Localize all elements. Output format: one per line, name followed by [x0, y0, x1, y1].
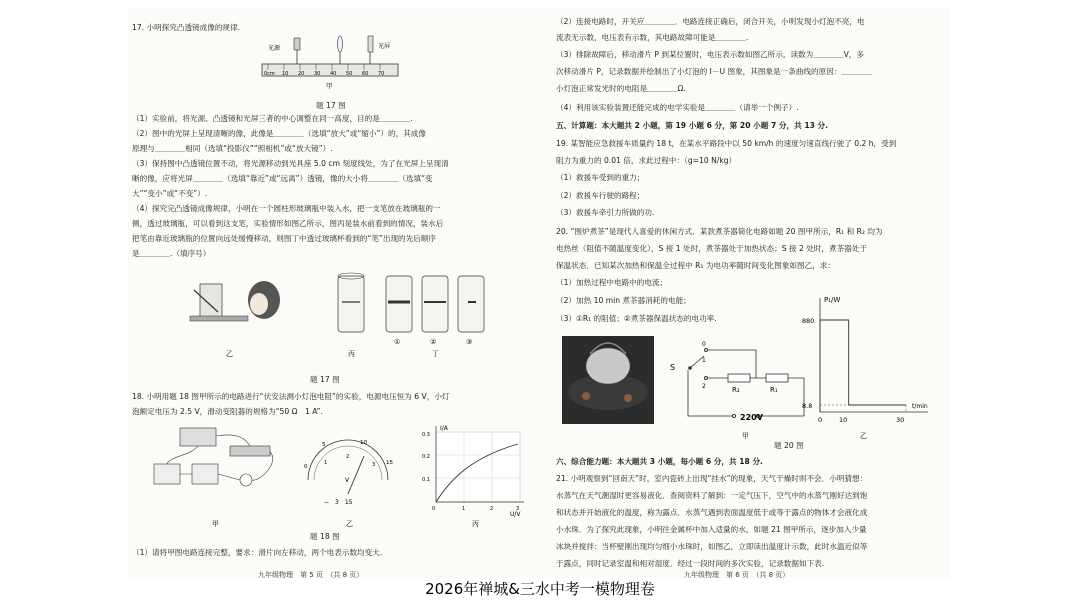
rheostat-icon: [230, 446, 270, 456]
q20-line: 电热丝（阻值不随温度变化），S 接 1 处时，煮茶器处于加热状态；S 接 2 处时，煮茶器处于: [556, 244, 867, 253]
circuit-diagram-jia: [670, 341, 804, 440]
resistor-r1: [766, 374, 788, 382]
graph-ylabel: I/A: [440, 425, 448, 432]
graph-xtick: 2: [490, 506, 494, 512]
figure-yi-label: 乙: [860, 432, 867, 440]
source-label: 光源: [268, 45, 281, 52]
figure-jia-label: 甲: [326, 82, 333, 90]
figure-title: 题 18 图: [310, 532, 340, 541]
tick-label: 0cm: [264, 71, 275, 77]
figure-jia-label: 甲: [212, 520, 219, 528]
switch-pos: 0: [702, 341, 706, 348]
q19-line: （3）救援车牵引力所做的功.: [556, 208, 655, 217]
option-number: ②: [430, 338, 437, 346]
graph-xlabel: U/V: [510, 511, 521, 518]
q19-line: （2）救援车行驶的路程；: [556, 191, 645, 200]
figure-title: 题 17 图: [316, 101, 346, 110]
meter-terminals: − 3 15: [324, 499, 353, 506]
meter-inner-tick: 3: [372, 462, 376, 468]
graph-ytick: 0.1: [422, 477, 430, 483]
q18-line: 18. 小明用题 18 图甲所示的电路进行“伏安法测小灯泡电阻”的实验，电源电压恒为 6 V，小灯: [132, 392, 450, 401]
graph-ytick: 0.3: [422, 432, 430, 438]
voltmeter-dial-yi: [304, 440, 393, 528]
graph-xtick: 1: [462, 506, 466, 512]
chart-xtick-30: 30: [896, 416, 905, 424]
graph-ytick: 0.2: [422, 454, 430, 460]
q21-line: 小水珠．为了探究此现象，小明往金属杯中加入适量的水，如题 21 图甲所示，逐步加入少量: [556, 525, 867, 534]
meter-inner-tick: 2: [346, 454, 350, 460]
q18-line: （2）连接电路时，开关应＿＿＿＿．电路连接正确后，闭合开关，小明发现小灯泡不亮，电: [556, 17, 865, 26]
q17-line: （2）图中的光屏上呈现清晰的像，此像是＿＿＿＿（选填“放大”或“缩小”）的，其成像: [132, 129, 426, 138]
circuit-jia: [154, 428, 273, 528]
meter-tick: 5: [322, 442, 326, 448]
q17-line: 17. 小明探究凸透镜成像的规律.: [132, 23, 241, 32]
exam-paper: [128, 8, 950, 578]
q17-line: 大”“变小”或“不变”）.: [132, 189, 208, 198]
meter-tick: 10: [360, 440, 367, 446]
q17-line: 是＿＿＿＿.（填序号）: [132, 249, 211, 258]
r2-label: R₂: [732, 386, 740, 394]
option-number: ①: [394, 338, 401, 346]
q17-line: （3）保持图中凸透镜位置不动，将光源移动到光具座 5.0 cm 刻度线处，为了在光屏上呈现清: [132, 159, 449, 168]
chart-ytick-88: 8.8: [802, 402, 813, 410]
tick-label: 30: [314, 71, 321, 77]
power-time-chart: [802, 296, 928, 440]
convex-lens: [338, 36, 343, 52]
power-series-line: [820, 320, 906, 412]
figure-yi-label: 乙: [346, 520, 353, 528]
light-screen: [368, 36, 373, 52]
tick-label: 50: [346, 71, 353, 77]
figure-jia-label: 甲: [742, 432, 749, 440]
iu-graph-bing: [422, 425, 524, 528]
bottle-figures: [172, 270, 522, 362]
switch-pos: 2: [702, 383, 706, 390]
figure-yi-label: 乙: [226, 350, 233, 358]
q19-line: 阻力为重力的 0.01 倍，求此过程中：（g=10 N/kg）: [556, 156, 737, 165]
meter-inner-tick: 1: [324, 460, 328, 466]
tick-label: 40: [330, 71, 337, 77]
lamp-icon: [240, 474, 252, 486]
q20-line: 保温状态．已知某次加热和保温全过程中 R₁ 为电功率随时间变化图象如图乙，求：: [556, 261, 835, 270]
light-source: [294, 38, 300, 50]
meter-needle: [348, 456, 364, 494]
teapot-icon: [586, 348, 630, 384]
q17-line: 把笔由靠近玻璃瓶的位置向远处缓慢移动，则图丁中透过玻璃杯看到的“笔”出现的先后顺序: [132, 234, 437, 243]
q21-line: 21. 小明观察到“回南天”时，室内瓷砖上出现“挂水”的现象，天气干燥时则不会．小明猜想：: [556, 474, 868, 483]
meter-tick: 0: [304, 464, 308, 470]
battery-icon: [180, 428, 216, 446]
tick-label: 20: [298, 71, 305, 77]
caption-footer: 2026年禅城&三水中考一模物理卷: [425, 580, 655, 598]
q20-line: （3）①R₁ 的阻值；②煮茶器保温状态的电功率.: [556, 314, 717, 323]
left-page-number: 九年级物理 第 5 页 （共 8 页）: [258, 571, 364, 579]
resistor-r2: [728, 374, 750, 382]
figure-title: 题 17 图: [310, 375, 340, 384]
figure-title: 题 20 图: [774, 441, 804, 450]
figure-bing: [338, 273, 364, 358]
tick-label: 70: [378, 71, 385, 77]
q21-line: 和状态并开始液化的温度，称为露点．水蒸气遇到表面温度低于或等于露点的物体才会液化成: [556, 508, 868, 517]
q18-line: （4）利用该实验装置还能完成的电学实验是＿＿＿＿（请举一个例子）.: [556, 103, 799, 112]
q21-line: 水蒸气在天气潮湿时更容易液化．查阅资料了解到：一定气压下，空气中的水蒸气刚好达到饱: [556, 491, 868, 500]
tick-label: 10: [282, 71, 289, 77]
q19-line: 19. 某智能应急救援车质量约 18 t，在某水平路段中以 50 km/h 的速度匀速直线行驶了 0.2 h，受到: [556, 139, 897, 148]
q17-line: 原理与＿＿＿＿相同（选填“投影仪”“照相机”或“放大镜”）.: [132, 144, 333, 153]
figure-ding-label: 丁: [432, 350, 439, 358]
screen-label: 光屏: [378, 43, 391, 50]
section-heading: 六、综合能力题：本大题共 3 小题，每小题 6 分，共 18 分.: [556, 457, 763, 466]
section-heading: 五、计算题：本大题共 2 小题，第 19 小题 6 分，第 20 小题 7 分，共 13 分.: [556, 121, 829, 130]
q17-line: 晰的像，应将光屏＿＿＿＿（选填“靠近”或“远离”）透镜，像的大小将＿＿＿＿（选填“变: [132, 174, 433, 183]
q18-line: 次移动滑片 P，记录数据并绘制出了小灯泡的 I－U 图象，其图象是一条曲线的原因：＿＿＿＿: [556, 67, 872, 76]
graph-xtick: 0: [432, 506, 436, 512]
q17-line: 侧，透过玻璃瓶，可以看到这支笔，实验情形如图乙所示，图丙是装水前看到的情况，装水后: [132, 219, 444, 228]
right-page-number: 九年级物理 第 6 页 （共 8 页）: [684, 571, 790, 579]
switch-pos: 1: [702, 357, 706, 364]
q17-line: （4）探究完凸透镜成像规律，小明在一个圆柱形玻璃瓶中装入水，把一支笔放在玻璃瓶的一: [132, 204, 441, 213]
q18-line: 小灯泡正常发光时的电阻是＿＿＿＿Ω.: [556, 84, 686, 93]
figure-bing-label: 丙: [348, 350, 355, 358]
guide-dashed-line: [820, 405, 906, 412]
optical-bench-figure: [250, 24, 410, 104]
r1-label: R₁: [770, 386, 778, 394]
supply-voltage: 220V: [740, 413, 763, 422]
chart-ytick-880: 880: [802, 317, 815, 325]
ammeter-icon: [154, 464, 180, 484]
q21-line: 于露点，同时记录室温和相对湿度．经过一段时间的多次实验，记录数据如下表.: [556, 559, 825, 568]
figure-yi: [190, 281, 280, 358]
q20-line: （1）加热过程中电路中的电流；: [556, 278, 668, 287]
option-number: ③: [466, 338, 473, 346]
figure-bing-label: 丙: [472, 520, 479, 528]
q19-line: （1）救援车受到的重力；: [556, 173, 645, 182]
q18-line: 泡额定电压为 2.5 V，滑动变阻器的规格为“50 Ω 1 A”.: [132, 407, 323, 416]
graph-xtick: 3: [516, 506, 520, 512]
q17-line: （1）实验前，将光源、凸透镜和光屏三者的中心调整在同一高度，目的是＿＿＿＿.: [132, 114, 413, 123]
meter-unit: V: [345, 477, 350, 484]
figure-20: [556, 292, 948, 442]
chart-xlabel: t/min: [912, 403, 928, 410]
q18-line: 流表无示数，电压表有示数，其电路故障可能是＿＿＿＿.: [556, 33, 749, 42]
figure-18: [150, 422, 530, 532]
chart-xtick-0: 0: [818, 416, 823, 424]
figure-ding: [386, 276, 484, 358]
q20-line: 20. “围炉煮茶”是现代人喜爱的休闲方式．某款煮茶器简化电路如题 20 图甲所示，R₁ 和 R₂ 均为: [556, 227, 883, 236]
chart-ylabel: P₁/W: [824, 296, 841, 304]
meter-tick: 15: [386, 460, 393, 466]
q18-line: （3）排除故障后，移动滑片 P 到某位置时，电压表示数如图乙所示，读数为＿＿＿＿V，多: [556, 50, 864, 59]
q18-line: （1）请将甲图电路连接完整，要求：滑片向左移动，两个电表示数均变大.: [132, 548, 383, 557]
tick-label: 60: [362, 71, 369, 77]
q20-line: （2）加热 10 min 煮茶器消耗的电能；: [556, 296, 691, 305]
voltmeter-icon: [192, 464, 218, 484]
teapot-photo: [562, 336, 654, 424]
q21-line: 冰块并搅拌：当杯壁刚出现均匀细小水珠时，如图乙，立即读出温度计示数，此时水温近似等: [556, 542, 868, 551]
chart-xtick-10: 10: [839, 416, 848, 424]
switch-label: S: [670, 363, 676, 372]
